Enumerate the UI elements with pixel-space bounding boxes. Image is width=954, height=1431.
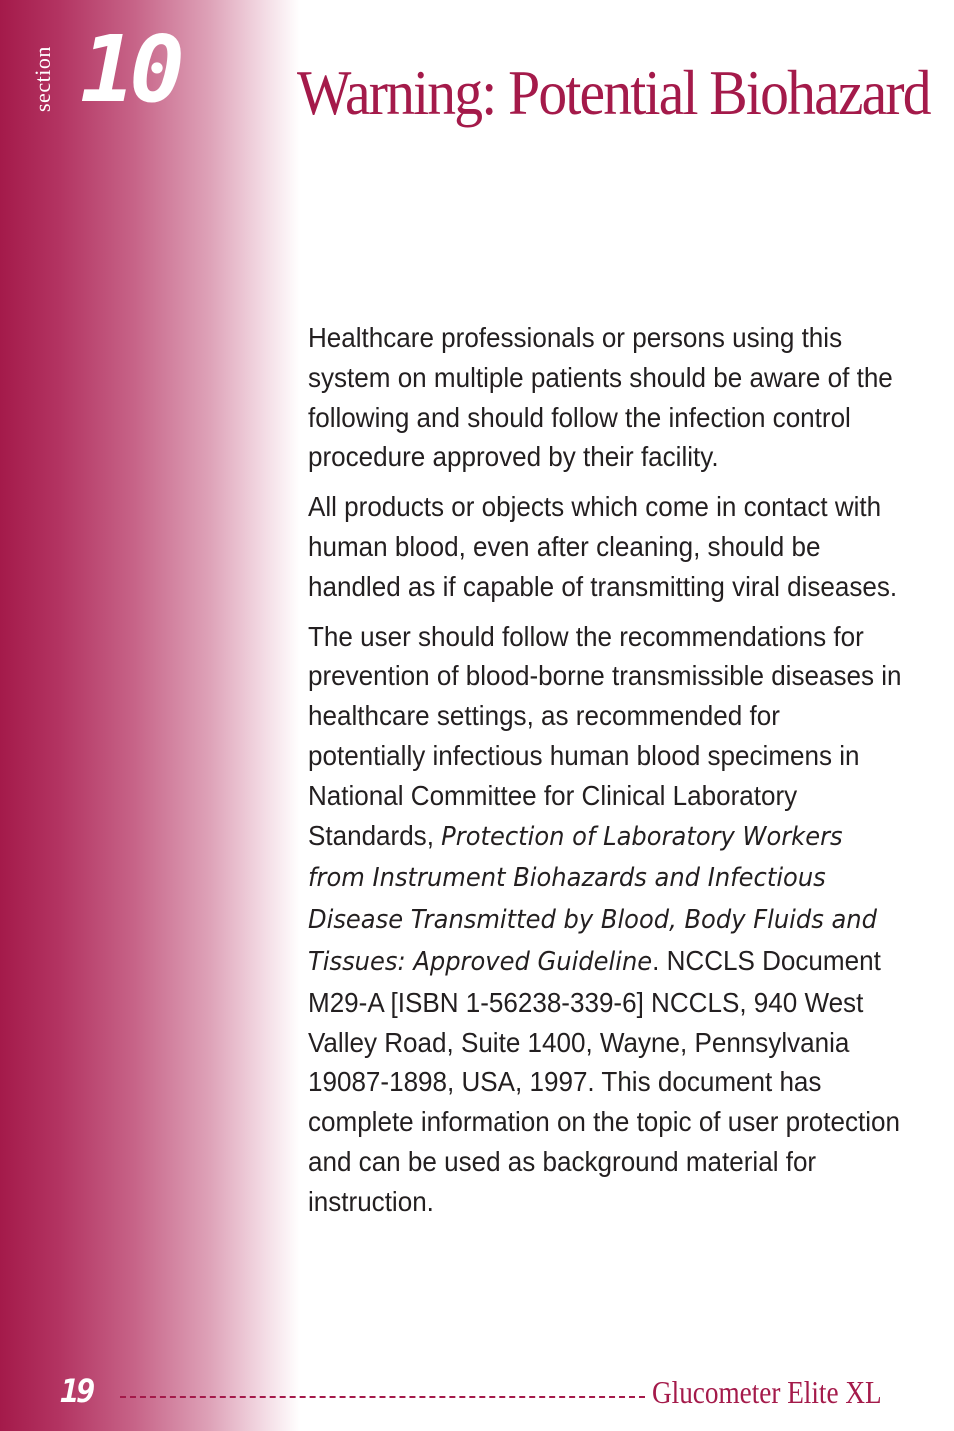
section-number: 10 — [80, 16, 179, 123]
paragraph-intro: Healthcare professionals or persons using this system on multiple patients should be aware of the following and should follow the infection control procedure approved by their facility. — [308, 322, 893, 473]
page-number: 19 — [60, 1372, 93, 1410]
reference-text: . NCCLS Document M29-A [ISBN 1-56238-339-6] NCCLS, 940 West Valley Road, Suite 1400, Wayne, Pennsylvania 19087-1898, USA, 1997. This document has complete information on the topic of user protection and can be used as background material for instruction. — [308, 944, 901, 1217]
paragraph-handling: All products or objects which come in contact with human blood, even after cleaning, should be handled as if capable of transmitting viral diseases. — [308, 491, 898, 602]
footer-product-name: Glucometer Elite XL — [652, 1374, 882, 1410]
paragraph-recommendations — [308, 617, 903, 1222]
section-label: section — [30, 46, 55, 112]
page-title: Warning: Potential Biohazard — [297, 57, 930, 128]
sidebar-gradient — [0, 0, 300, 1431]
footer-divider — [120, 1396, 645, 1398]
main-content — [308, 318, 908, 1232]
guideline-title: Protection of Laboratory Workers from Instrument Biohazards and Infectious Disease Transmitted by Blood, Body Fluids and Tissues: Approved Guideline — [308, 821, 877, 977]
recommendations-text: The user should follow the recommendations for prevention of blood-borne transmissible diseases in healthcare settings, as recommended for potentially infectious human blood specimens in National Committee for Clinical Laboratory Standards, — [308, 620, 902, 851]
